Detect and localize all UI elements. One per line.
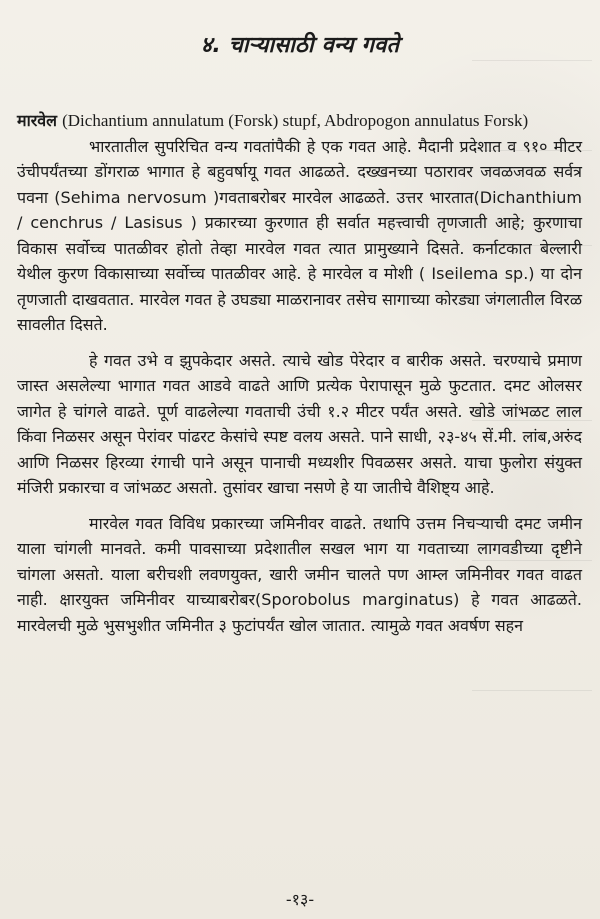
show-through-line (472, 690, 592, 691)
page-number: -१३- (285, 890, 315, 909)
species-intro-paragraph (17, 108, 582, 134)
species-name: मारवेल (17, 111, 58, 130)
show-through-line (472, 60, 592, 61)
body-paragraph-1: भारतातील सुपरिचित वन्य गवतांपैकी हे एक गवत आहे. मैदानी प्रदेशात व ९१० मीटर उंचीपर्यंतच्या डोंगराळ भागात हे बहुवर्षायू गवत आढळते. दख्खनच्या पठारावर जवळजवळ सर्वत्र पवना (Sehima nervosum )गवताबरोबर मारवेल आढळते. उत्तर भारतात(Dichanthium / cenchrus / Lasisus ) प्रकारच्या कुरणात ही सर्वात महत्त्वाची तृणजाती आहे; कुरणाचा विकास सर्वोच्च पातळीवर होतो तेव्हा मारवेल गवत त्यात प्रामुख्याने दिसते. कर्नाटकात बेल्लारी येथील कुरण विकासाच्या सर्वोच्च पातळीवर आहे. हे मारवेल व मोशी ( Iseilema sp.) या दोन तृणजाती दाखवतात. मारवेल गवत हे उघड्या माळरानावर तसेच सागाच्या कोरड्या जंगलातील विरळ सावलीत दिसते. (17, 136, 582, 334)
chapter-title: ४. चाऱ्यासाठी वन्य गवते (200, 33, 400, 58)
body-paragraph-3: मारवेल गवत विविध प्रकारच्या जमिनीवर वाढते. तथापि उत्तम निचऱ्याची दमट जमीन याला चांगली मानवते. कमी पावसाच्या प्रदेशातील सखल भाग या गवताच्या लागवडीच्या दृष्टीने चांगला असतो. याला बरीचशी लवणयुक्त, खारी जमीन चालते पण आम्ल जमिनीवर गवत वाढत नाही. क्षारयुक्त जमिनीवर याच्याबरोबर(Sporobolus marginatus) हे गवत आढळते. मारवेलची मुळे भुसभुशीत जमिनीत ३ फुटांपर्यंत खोल जातात. त्यामुळे गवत अवर्षण सहन (17, 513, 582, 635)
paragraph-gap (17, 501, 582, 511)
page-body (17, 108, 582, 638)
paragraph-gap (17, 338, 582, 348)
species-latin-name: (Dichantium annulatum (Forsk) stupf, Abdropogon annulatus Forsk) (62, 111, 529, 130)
body-paragraph-2: हे गवत उभे व झुपकेदार असते. त्याचे खोड पेरेदार व बारीक असते. चरण्याचे प्रमाण जास्त असलेल्या भागात गवत आडवे वाढते आणि प्रत्येक पेरापासून मुळे फुटतात. दमट ओलसर जागेत हे चांगले वाढते. पूर्ण वाढलेल्या गवताची उंची १.२ मीटर पर्यंत असते. खोडे जांभळट लाल किंवा निळसर असून पेरांवर पांढरट केसांचे स्पष्ट वलय असते. पाने साधी, २३-४५ सें.मी. लांब,अरुंद आणि निळसर हिरव्या रंगाची पाने असून पानाची मध्यशीर पिवळसर असते. याचा फुलोरा संयुक्त मंजिरी प्रकारचा व जांभळट असतो. तुसांवर खाचा नसणे हे या जातीचे वैशिष्ट्य आहे. (17, 350, 582, 497)
